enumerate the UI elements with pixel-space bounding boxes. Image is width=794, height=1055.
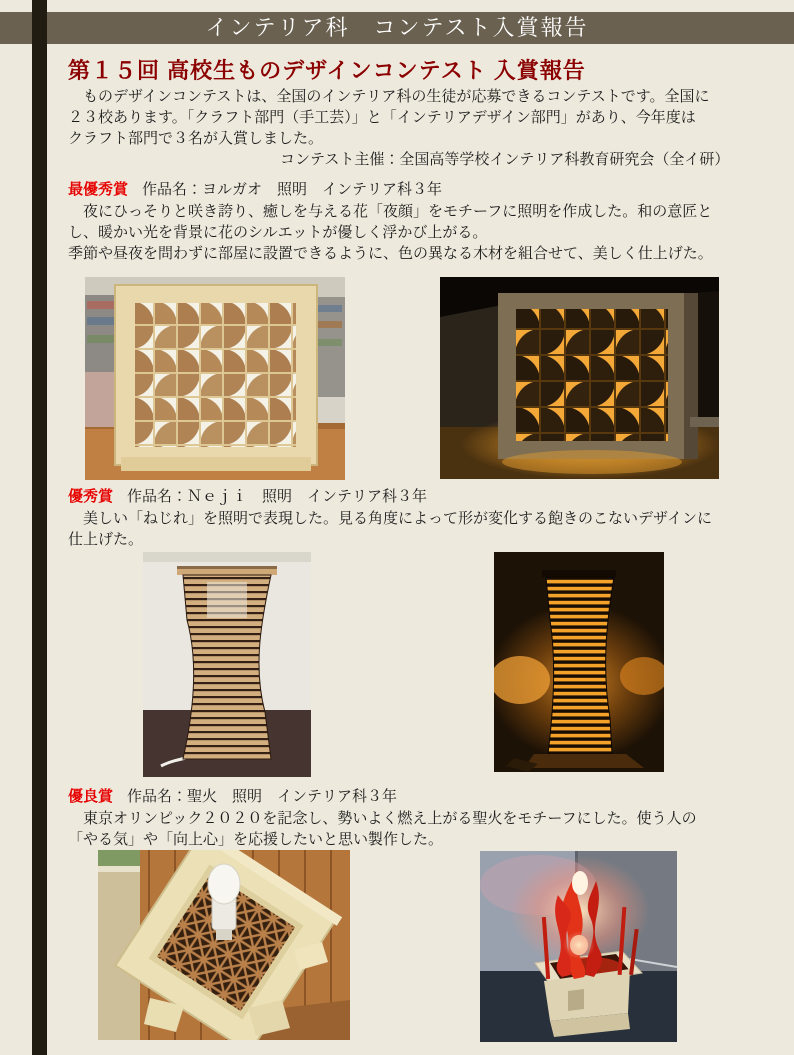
merit-prize-description — [68, 808, 792, 850]
description-line: 美しい「ねじれ」を照明で表現した。見る角度によって形が変化する飽きのこないデザインに — [68, 510, 712, 527]
report-title: 第１５回 高校生ものデザインコンテスト 入賞報告 — [68, 58, 586, 83]
grand-prize-description — [68, 201, 792, 264]
neji-lit-photo — [494, 552, 664, 772]
work-meta: 作品名：聖火 照明 インテリア科３年 — [127, 788, 398, 805]
excellence-prize-description — [68, 508, 792, 550]
excellence-prize-heading — [68, 487, 792, 507]
yorugao-unlit-photo — [85, 277, 345, 480]
intro-paragraph — [68, 86, 792, 170]
award-label-grand-prize: 最優秀賞 — [68, 181, 129, 198]
description-line: 季節や昼夜を問わずに部屋に設置できるように、色の異なる木材を組合せて、美しく仕上げた。 — [68, 245, 713, 262]
intro-line: クラフト部門で３名が入賞しました。 — [68, 130, 324, 147]
page-header-title: インテリア科 コンテスト入賞報告 — [205, 15, 589, 40]
grand-prize-heading — [68, 180, 792, 200]
left-accent-stripe — [32, 0, 47, 1055]
merit-prize-heading — [68, 787, 792, 807]
work-meta: 作品名：Ｎｅｊｉ 照明 インテリア科３年 — [127, 488, 428, 505]
seika-lit-photo — [480, 851, 677, 1042]
intro-line: ２３校あります。「クラフト部門（手工芸）」と「インテリアデザイン部門」があり、今年度は — [68, 109, 696, 126]
description-line: 「やる気」や「向上心」を応援したいと思い製作した。 — [68, 831, 444, 848]
description-line: 夜にひっそりと咲き誇り、癒しを与える花「夜顔」をモチーフに照明を作成した。和の意匠と — [68, 203, 713, 220]
description-line: 東京オリンピック２０２０を記念し、勢いよく燃え上がる聖火をモチーフにした。使う人の — [68, 810, 697, 827]
contest-organizer-line: コンテスト主催：全国高等学校インテリア科教育研究会（全イ研） — [280, 151, 730, 168]
award-label-excellence-prize: 優秀賞 — [68, 488, 114, 505]
award-label-merit-prize: 優良賞 — [68, 788, 114, 805]
seika-unlit-photo — [98, 850, 350, 1040]
intro-line: ものデザインコンテストは、全国のインテリア科の生徒が応募できるコンテストです。全国に — [68, 88, 710, 105]
description-line: し、暖かい光を背景に花のシルエットが優しく浮かび上がる。 — [68, 224, 488, 241]
yorugao-lit-photo — [440, 277, 719, 479]
neji-unlit-photo — [143, 552, 311, 777]
work-meta: 作品名：ヨルガオ 照明 インテリア科３年 — [142, 181, 443, 198]
description-line: 仕上げた。 — [68, 531, 144, 548]
page-header-bar — [0, 12, 794, 44]
